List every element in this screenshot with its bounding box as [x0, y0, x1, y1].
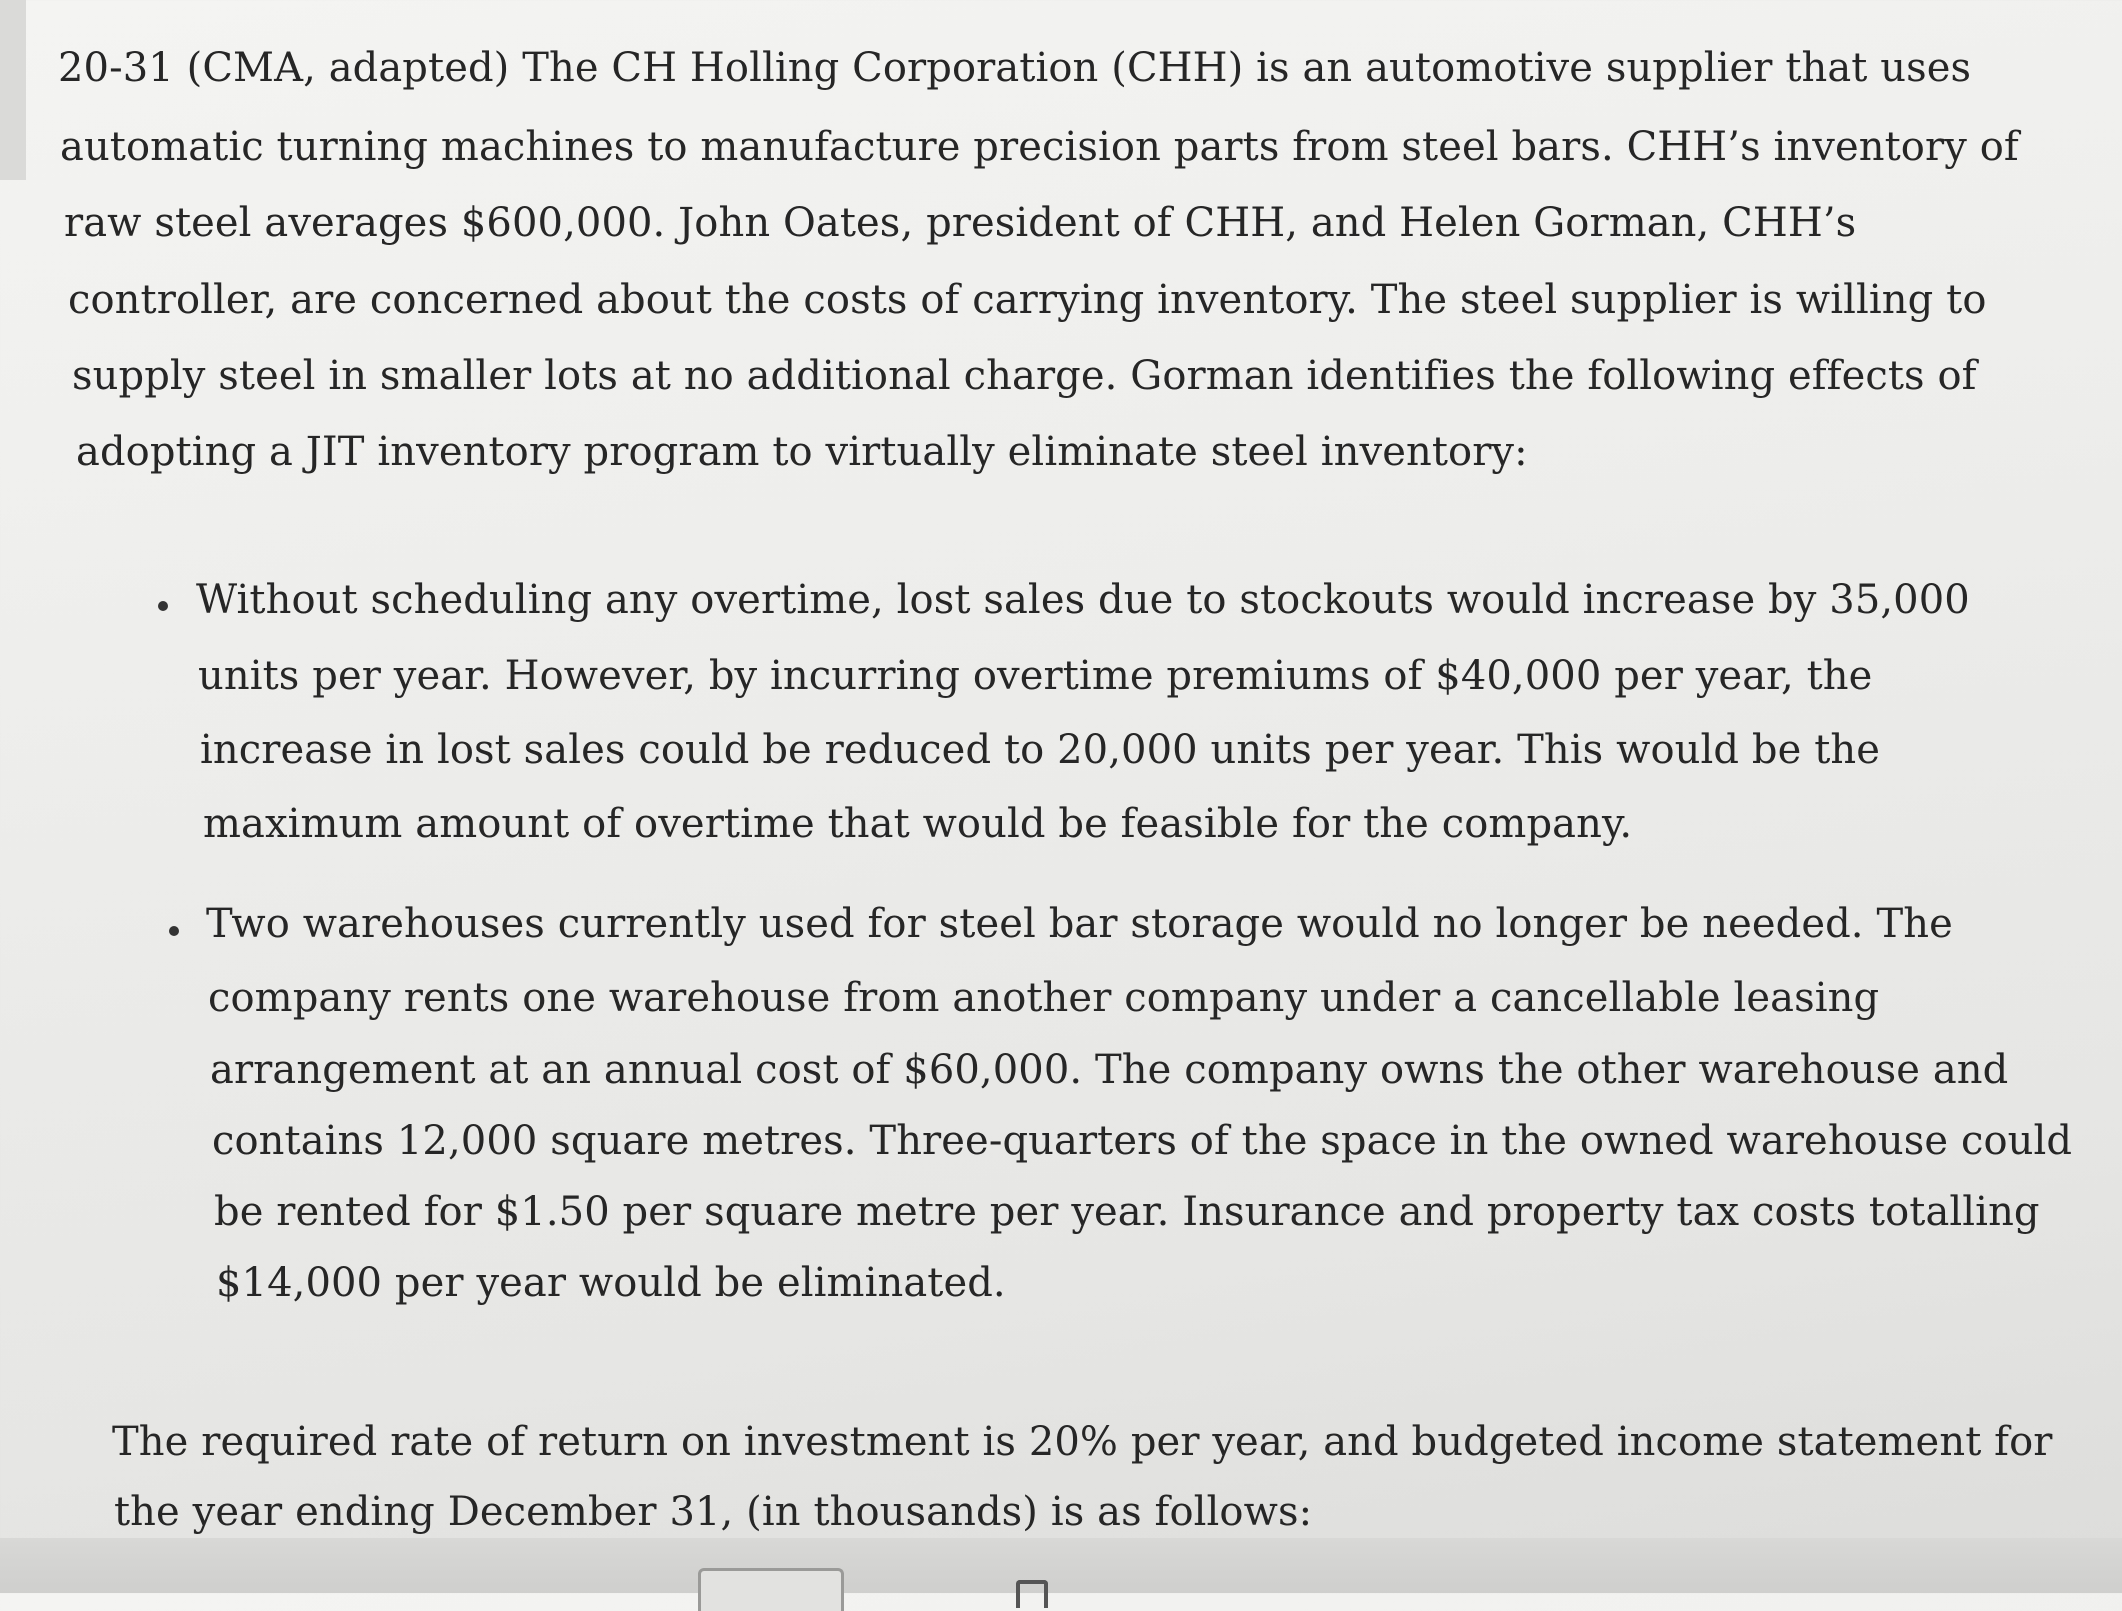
- bullet-line: contains 12,000 square metres. Three-quarters of the space in the owned warehouse could: [212, 1118, 2073, 1164]
- closing-line: the year ending December 31, (in thousands) is as follows:: [114, 1489, 1313, 1535]
- bullet-icon: [158, 601, 168, 611]
- bullet-line: Without scheduling any overtime, lost sales due to stockouts would increase by 35,000: [196, 577, 1970, 623]
- intro-line: adopting a JIT inventory program to virtually eliminate steel inventory:: [76, 429, 1528, 475]
- table-cell-edge: [698, 1568, 844, 1611]
- bullet-line: maximum amount of overtime that would be feasible for the company.: [203, 801, 1633, 847]
- bullet-icon: [169, 926, 179, 936]
- bullet-line: $14,000 per year would be eliminated.: [216, 1260, 1006, 1306]
- bullet-line: Two warehouses currently used for steel bar storage would no longer be needed. The: [206, 901, 1953, 947]
- closing-line: The required rate of return on investment is 20% per year, and budgeted income statement for: [112, 1419, 2053, 1465]
- intro-line: 20-31 (CMA, adapted) The CH Holling Corporation (CHH) is an automotive supplier that uses: [58, 45, 1972, 91]
- intro-line: automatic turning machines to manufacture precision parts from steel bars. CHH’s inventory of: [60, 124, 2019, 170]
- intro-line: controller, are concerned about the costs of carrying inventory. The steel supplier is willing to: [68, 277, 1987, 323]
- bullet-line: increase in lost sales could be reduced to 20,000 units per year. This would be the: [200, 727, 1880, 773]
- checkbox-icon: [1016, 1580, 1048, 1608]
- bullet-line: be rented for $1.50 per square metre per year. Insurance and property tax costs totalling: [214, 1189, 2040, 1235]
- bullet-line: arrangement at an annual cost of $60,000. The company owns the other warehouse and: [210, 1047, 2009, 1093]
- next-section-edge: [0, 1538, 2122, 1593]
- intro-line: raw steel averages $600,000. John Oates, president of CHH, and Helen Gorman, CHH’s: [64, 200, 1857, 246]
- bullet-line: units per year. However, by incurring overtime premiums of $40,000 per year, the: [198, 653, 1873, 699]
- bullet-line: company rents one warehouse from another company under a cancellable leasing: [208, 975, 1880, 1021]
- intro-line: supply steel in smaller lots at no additional charge. Gorman identifies the following effects of: [72, 353, 1977, 399]
